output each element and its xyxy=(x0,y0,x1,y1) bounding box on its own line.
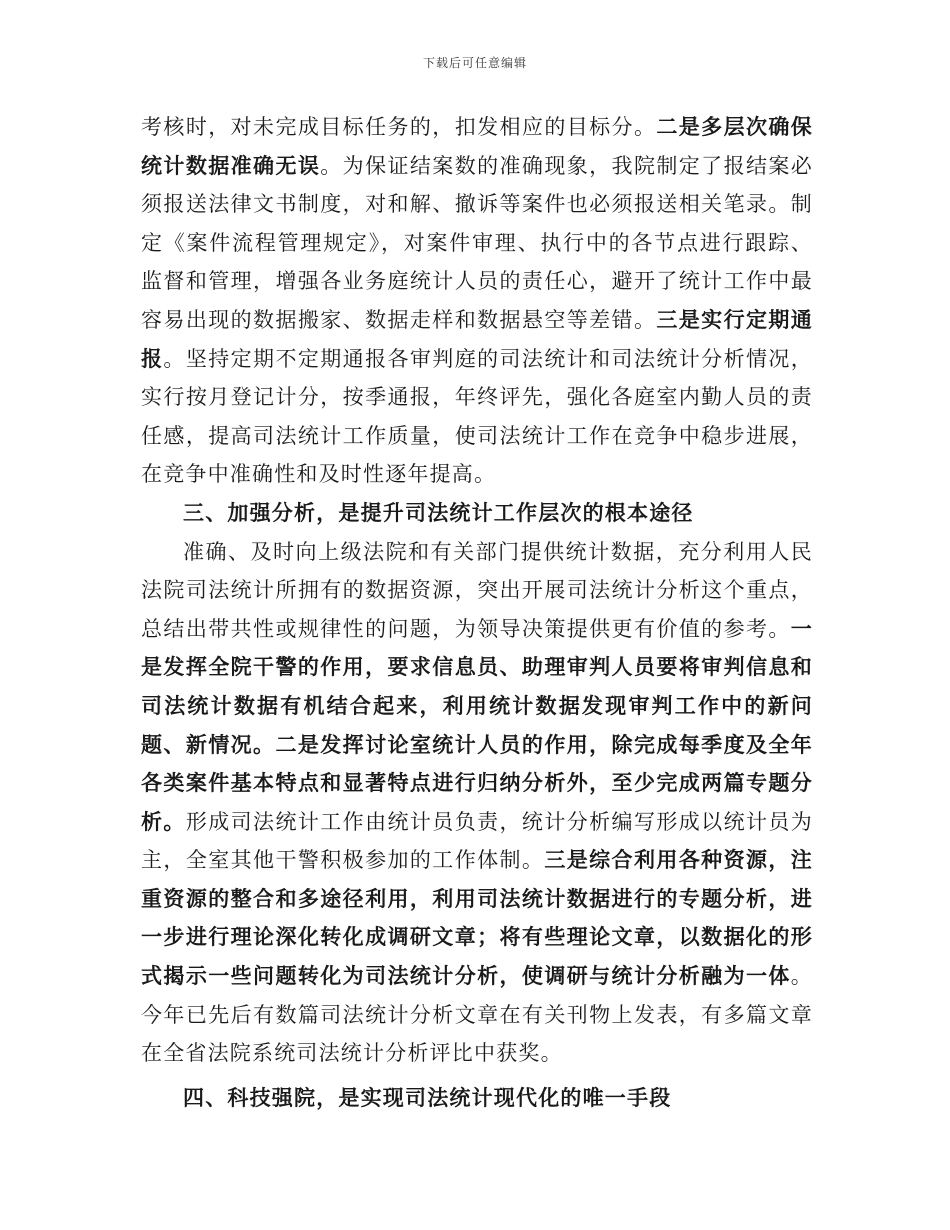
para2-bold-4: 三是综合利用各种资源，注重资源的整合和多途径利用，利用司法统计数据进行的专题分析，进一步进行理论深化转化成调研文章；将有些理论文章，以数据化的形式揭示一些问题转化为司法统计分析，使调研与统计分析融为一体 xyxy=(141,847,813,989)
para1-text-3: 。为保证结案数的准确现象，我院制定了报结案必须报送法律文书制度，对和解、撤诉等案件也必须报送相关笔录。制定《案件流程管理规定》，对案件审理、执行中的各节点进行跟踪、监督和管理，增强各业务庭统计人员的责任心，避开了统计工作中最容易出现的数据搬家、数据走样和数据悬空等差错。 xyxy=(141,153,813,332)
paragraph-2 xyxy=(141,533,813,1073)
para2-text-1: 准确、及时向上级法院和有关部门提供统计数据，充分利用人民法院司法统计所拥有的数据资源，突出开展司法统计分析这个重点，总结出带共性或规律性的问题，为领导决策提供更有价值的参考。 xyxy=(141,539,813,641)
document-body xyxy=(141,108,813,1117)
page-header: 下载后可任意编辑 xyxy=(422,56,527,70)
section-heading-4: 四、科技强院，是实现司法统计现代化的唯一手段 xyxy=(183,1084,672,1110)
para1-text-1: 考核时，对未完成目标任务的，扣发相应的目标分。 xyxy=(141,115,657,139)
para1-bold-2: 二是多层次确保统计数据准确无误 xyxy=(141,114,813,178)
para2-text-5: 。今年已先后有数篇司法统计分析文章在有关刊物上发表，有多篇文章在全省法院系统司法统计分析评比中获奖。 xyxy=(141,964,813,1066)
para2-bold-2: 一是发挥全院干警的作用，要求信息员、助理审判人员要将审判信息和司法统计数据有机结合起来，利用统计数据发现审判工作中的新问题、新情况。二是发挥讨论室统计人员的作用，除完成每季度及全年各类案件基本特点和显著特点进行归纳分析外，至少完成两篇专题分析。 xyxy=(141,615,813,834)
section-heading-3: 三、加强分析，是提升司法统计工作层次的根本途径 xyxy=(183,499,694,525)
para1-text-5: 。坚持定期不定期通报各审判庭的司法统计和司法统计分析情况，实行按月登记计分，按季通报，年终评先，强化各庭室内勤人员的责任感，提高司法统计工作质量，使司法统计工作在竞争中稳步进展，在竞争中准确性和及时性逐年提高。 xyxy=(141,346,813,487)
para2-text-3: 形成司法统计工作由统计员负责，统计分析编写形成以统计员为主，全室其他干警积极参加的工作体制。 xyxy=(141,809,813,873)
para1-bold-4: 三是实行定期通报 xyxy=(141,306,813,371)
paragraph-1 xyxy=(141,108,813,494)
